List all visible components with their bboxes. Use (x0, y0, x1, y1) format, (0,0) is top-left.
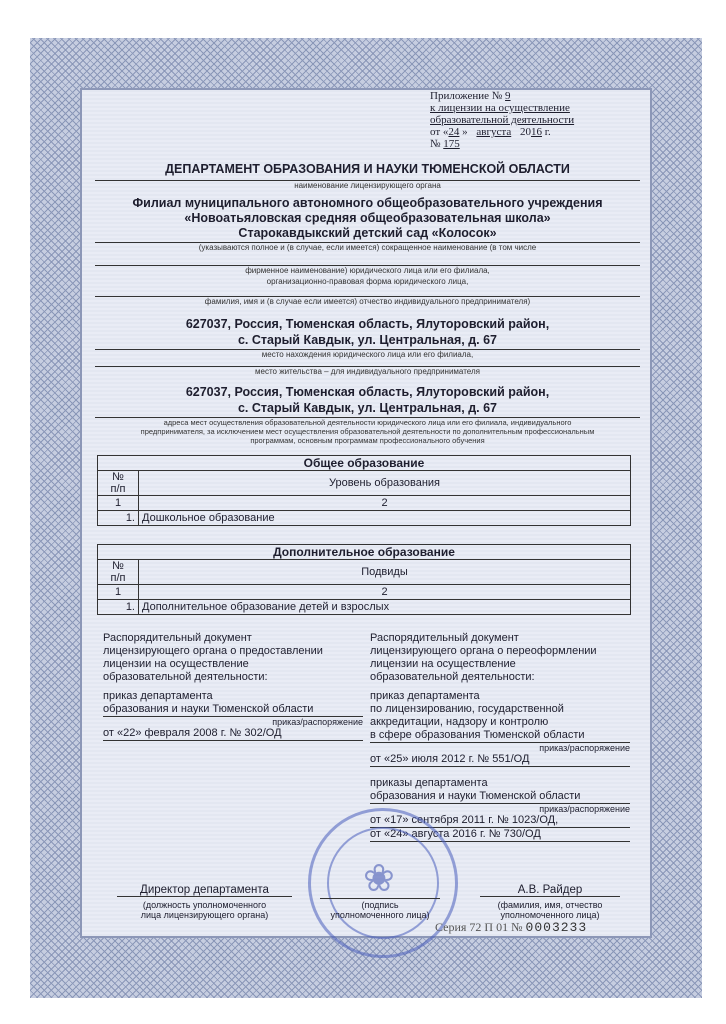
org-line-2: «Новоатьяловская средняя общеобразовательная школа» (184, 211, 551, 225)
caption-line: уполномоченного лица) (330, 910, 430, 920)
left-decree-block (103, 632, 363, 741)
caption-line: (должность уполномоченного (142, 900, 267, 910)
org-caption-4: фамилия, имя и (в случае если имеется) отчество индивидуального предпринимателя) (204, 297, 531, 306)
right-line: образования и науки Тюменской области (370, 790, 630, 804)
right-line: лицензирующего органа о переоформлении (370, 645, 597, 657)
activity-caption-1: адреса мест осуществления образовательной деятельности юридического лица или его филиала, индивидуального (163, 418, 572, 427)
general-education-table (97, 455, 631, 526)
index-cell: 1 (98, 496, 139, 511)
date-mid: » (462, 126, 468, 138)
org-caption-2: фирменное наименование) юридического лица или его филиала, (245, 266, 490, 275)
left-line: образовательной деятельности: (103, 671, 268, 683)
signature-caption (320, 900, 440, 920)
license-number: 175 (443, 138, 460, 150)
location-caption-2: место жительства – для индивидуального предпринимателя (255, 367, 480, 376)
col-num-header (98, 471, 139, 496)
org-line-3: Старокавдыкский детский сад «Колосок» (238, 226, 497, 240)
index-cell: 2 (139, 585, 631, 600)
right-line: Распорядительный документ (370, 632, 519, 644)
activity-line-1: 627037, Россия, Тюменская область, Ялуторовский район, (185, 385, 550, 399)
col-num-text: № (112, 471, 124, 483)
row-num: 1. (98, 600, 139, 615)
signer-position: Директор департамента (117, 884, 292, 897)
right-decree-block (370, 632, 630, 842)
date-month: августа (476, 126, 512, 138)
date-day: 24 (448, 126, 460, 138)
left-line: лицензии на осуществление (103, 658, 249, 670)
col-num2-text: п/п (110, 572, 126, 584)
signer-name-caption (480, 900, 620, 920)
official-seal-icon (308, 808, 458, 958)
left-line: Распорядительный документ (103, 632, 252, 644)
signature-line (320, 898, 440, 899)
right-line: приказ департамента (370, 690, 480, 702)
col-sub-header: Подвиды (139, 560, 631, 585)
right-decree-date: от «25» июля 2012 г. № 551/ОД (370, 753, 630, 767)
col-num-text: № (112, 560, 124, 572)
right-line: приказы департамента (370, 777, 488, 789)
location-address (95, 316, 640, 348)
caption-line: (подпись (361, 900, 399, 910)
location-line-2: с. Старый Кавдык, ул. Центральная, д. 67 (237, 333, 497, 347)
location-line-1: 627037, Россия, Тюменская область, Ялуторовский район, (185, 317, 550, 331)
table-row (98, 600, 631, 615)
left-caption: приказ/распоряжение (272, 717, 363, 727)
caption-line: лица лицензирующего органа) (140, 910, 269, 920)
col-level-header: Уровень образования (139, 471, 631, 496)
license-num-label: № (430, 138, 441, 150)
series-num-label: № (511, 920, 523, 934)
date-year-end: г. (544, 126, 551, 138)
index-cell: 1 (98, 585, 139, 600)
right-line: по лицензированию, государственной (370, 703, 564, 715)
appendix-number: 9 (505, 90, 511, 102)
col-num2-text: п/п (110, 483, 126, 495)
activity-caption-3: программам, основным программам профессионального обучения (250, 436, 485, 445)
activity-caption-2: предпринимателя, за исключением мест осуществления образовательной деятельности по дополнительным профессиональным (140, 427, 595, 436)
appendix-block (430, 90, 630, 150)
general-education-title: Общее образование (98, 456, 631, 471)
left-line: образования и науки Тюменской области (103, 703, 363, 717)
left-line: приказ департамента (103, 690, 213, 702)
series-label: Серия (435, 920, 467, 934)
signer-position-caption (117, 900, 292, 920)
right-caption: приказ/распоряжение (539, 743, 630, 753)
index-cell: 2 (139, 496, 631, 511)
org-caption-3: организационно-правовая форма юридического лица, (266, 277, 469, 286)
col-num-header (98, 560, 139, 585)
appendix-text-2: образовательной деятельности (430, 114, 575, 126)
additional-education-title: Дополнительное образование (98, 545, 631, 560)
table-row (98, 511, 631, 526)
date-year-suffix: 16 (530, 126, 542, 138)
right-line: лицензии на осуществление (370, 658, 516, 670)
signer-name: А.В. Райдер (480, 884, 620, 897)
right-line: в сфере образования Тюменской области (370, 729, 630, 743)
additional-education-table (97, 544, 631, 615)
authority-name: ДЕПАРТАМЕНТ ОБРАЗОВАНИЯ И НАУКИ ТЮМЕНСКОЙ ОБЛАСТИ (165, 162, 570, 176)
right-line: образовательной деятельности: (370, 671, 535, 683)
row-name: Дошкольное образование (139, 511, 631, 526)
right-decree-date: от «17» сентября 2011 г. № 1023/ОД, (370, 814, 630, 828)
eagle-emblem-icon: ❀ (363, 858, 395, 900)
location-caption-1: место нахождения юридического лица или его филиала, (261, 350, 474, 359)
series-block (435, 920, 587, 935)
activity-line-2: с. Старый Кавдык, ул. Центральная, д. 67 (237, 401, 497, 415)
right-caption: приказ/распоряжение (539, 804, 630, 814)
appendix-label: Приложение № (430, 90, 503, 102)
date-prefix: от « (430, 126, 449, 138)
row-name: Дополнительное образование детей и взрослых (139, 600, 631, 615)
series-number: 0003233 (525, 920, 588, 935)
right-line: аккредитации, надзору и контролю (370, 716, 549, 728)
series-code: 72 П 01 (469, 920, 509, 934)
caption-line: уполномоченного лица) (500, 910, 600, 920)
row-num: 1. (98, 511, 139, 526)
activity-address (95, 384, 640, 416)
org-line-1: Филиал муниципального автономного общеобразовательного учреждения (132, 196, 603, 210)
authority-caption: наименование лицензирующего органа (294, 181, 441, 190)
left-decree-date: от «22» февраля 2008 г. № 302/ОД (103, 727, 363, 741)
date-year-prefix: 20 (519, 126, 531, 138)
appendix-text-1: к лицензии на осуществление (430, 102, 570, 114)
caption-line: (фамилия, имя, отчество (497, 900, 603, 910)
organization-name (95, 196, 640, 241)
left-line: лицензирующего органа о предоставлении (103, 645, 323, 657)
org-caption-1: (указываются полное и (в случае, если имеется) сокращенное наименование (в том числе (198, 243, 537, 252)
right-decree-date: от «24» августа 2016 г. № 730/ОД (370, 828, 630, 842)
